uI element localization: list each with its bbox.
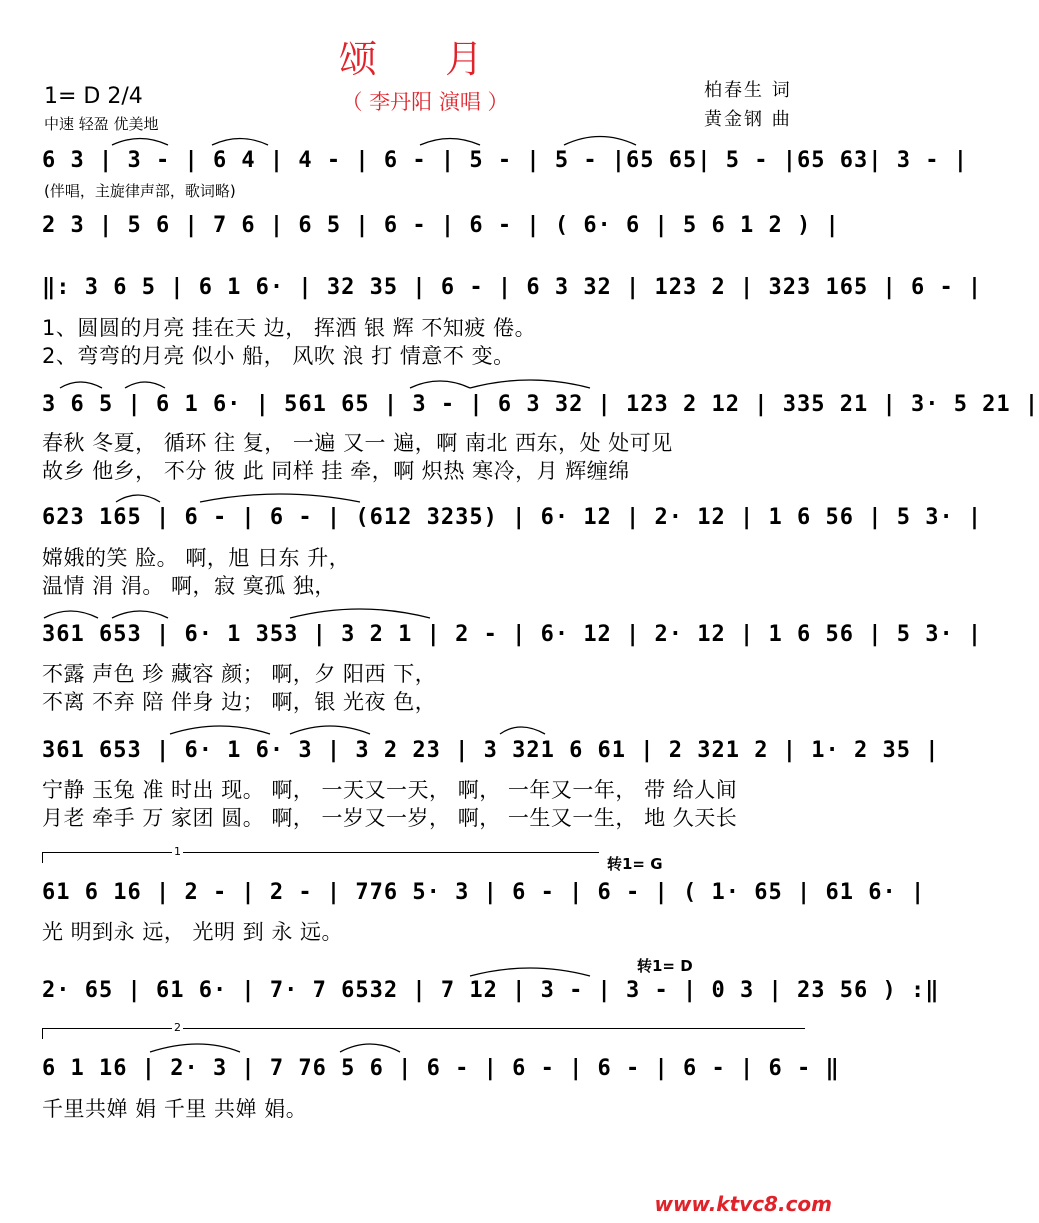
key-signature: 1= D 2/4 [44,84,143,109]
slur [470,380,590,388]
volta-number-1: 1 [174,845,181,858]
accompaniment-note: (伴唱，主旋律声部，歌词略) [44,182,236,200]
lyric-row-5-verse-1: 嫦娥的笑 脸。 啊，旭 日东 升， [42,546,351,570]
slur [564,137,636,146]
score-row-3: ‖: 3 6 5 | 6 1 6· | 32 35 | 6 - | 6 3 32 | 123 2 | 323 165 | 6 - | [42,275,983,300]
modulation-to-g: 转1= G [607,855,663,873]
tempo-marking: 中速 轻盈 优美地 [44,115,159,133]
slur [420,139,480,146]
score-row-10: 6 1 16 | 2· 3 | 7 76 5 6 | 6 - | 6 - | 6 - | 6 - | 6 - ‖ [42,1056,840,1081]
composer-credit: 黄金钢 曲 [704,109,792,130]
lyricist-credit: 柏春生 词 [704,80,792,101]
score-row-8: 61 6 16 | 2 - | 2 - | 776 5· 3 | 6 - | 6 - | ( 1· 65 | 61 6· | [42,880,926,905]
volta-number-2: 2 [174,1021,181,1034]
score-row-5: 623 165 | 6 - | 6 - | (612 3235) | 6· 12 | 2· 12 | 1 6 56 | 5 3· | [42,505,983,530]
slur [112,611,168,618]
lyric-row-3-verse-2: 2、弯弯的月亮 似小 船， 风吹 浪 打 情意不 变。 [42,344,515,368]
lyric-row-6-verse-1: 不露 声色 珍 藏容 颜； 啊，夕 阳西 下， [42,662,437,686]
score-row-6: 361 653 | 6· 1 353 | 3 2 1 | 2 - | 6· 12 | 2· 12 | 1 6 56 | 5 3· | [42,622,983,647]
lyric-row-7-verse-2: 月老 牵手 万 家团 圆。 啊， 一岁又一岁， 啊， 一生又一生， 地 久天长 [42,806,738,830]
slur [112,139,168,146]
lyric-row-6-verse-2: 不离 不弃 陪 伴身 边； 啊，银 光夜 色， [42,690,437,714]
modulation-to-d: 转1= D [637,957,693,975]
slur [44,611,98,618]
slur [125,382,165,388]
watermark: www.ktvc8.com [654,1192,832,1216]
score-row-4: 3 6 5 | 6 1 6· | 561 65 | 3 - | 6 3 32 | 123 2 12 | 335 21 | 3· 5 21 | [42,392,1039,417]
slur [290,726,370,734]
slur [116,495,160,502]
score-row-2: 2 3 | 5 6 | 7 6 | 6 5 | 6 - | 6 - | ( 6· 6 | 5 6 1 2 ) | [42,213,840,238]
slur [170,726,270,734]
slur [200,494,360,502]
lyric-row-3-verse-1: 1、圆圆的月亮 挂在天 边， 挥洒 银 辉 不知疲 倦。 [42,316,537,340]
slur [340,1044,400,1052]
slur [410,381,470,388]
slur [500,727,545,734]
score-row-9: 2· 65 | 61 6· | 7· 7 6532 | 7 12 | 3 - | 3 - | 0 3 | 23 56 ) :‖ [42,978,940,1003]
slur [150,1044,240,1052]
singer-line: （ 李丹阳 演唱 ） [341,90,509,114]
song-title: 颂 月 [338,37,512,81]
slur [470,968,590,976]
score-row-7: 361 653 | 6· 1 6· 3 | 3 2 23 | 3 321 6 61 | 2 321 2 | 1· 2 35 | [42,738,940,763]
lyric-row-7-verse-1: 宁静 玉兔 准 时出 现。 啊， 一天又一天， 啊， 一年又一年， 带 给人间 [42,778,738,802]
score-row-1: 6 3 | 3 - | 6 4 | 4 - | 6 - | 5 - | 5 - |65 65| 5 - |65 63| 3 - | [42,148,968,173]
lyric-row-4-verse-2: 故乡 他乡， 不分 彼 此 同样 挂 牵，啊 炽热 寒冷，月 辉缠绵 [42,459,630,483]
slur [212,139,268,146]
slur [60,382,102,388]
slur [290,609,430,618]
lyric-row-10: 千里共婵 娟 千里 共婵 娟。 [42,1097,308,1121]
lyric-row-8: 光 明到永 远， 光明 到 永 远。 [42,920,344,944]
lyric-row-5-verse-2: 温情 涓 涓。 啊，寂 寞孤 独， [42,574,336,598]
lyric-row-4-verse-1: 春秋 冬夏， 循环 往 复， 一遍 又一 遍，啊 南北 西东，处 处可见 [42,431,673,455]
